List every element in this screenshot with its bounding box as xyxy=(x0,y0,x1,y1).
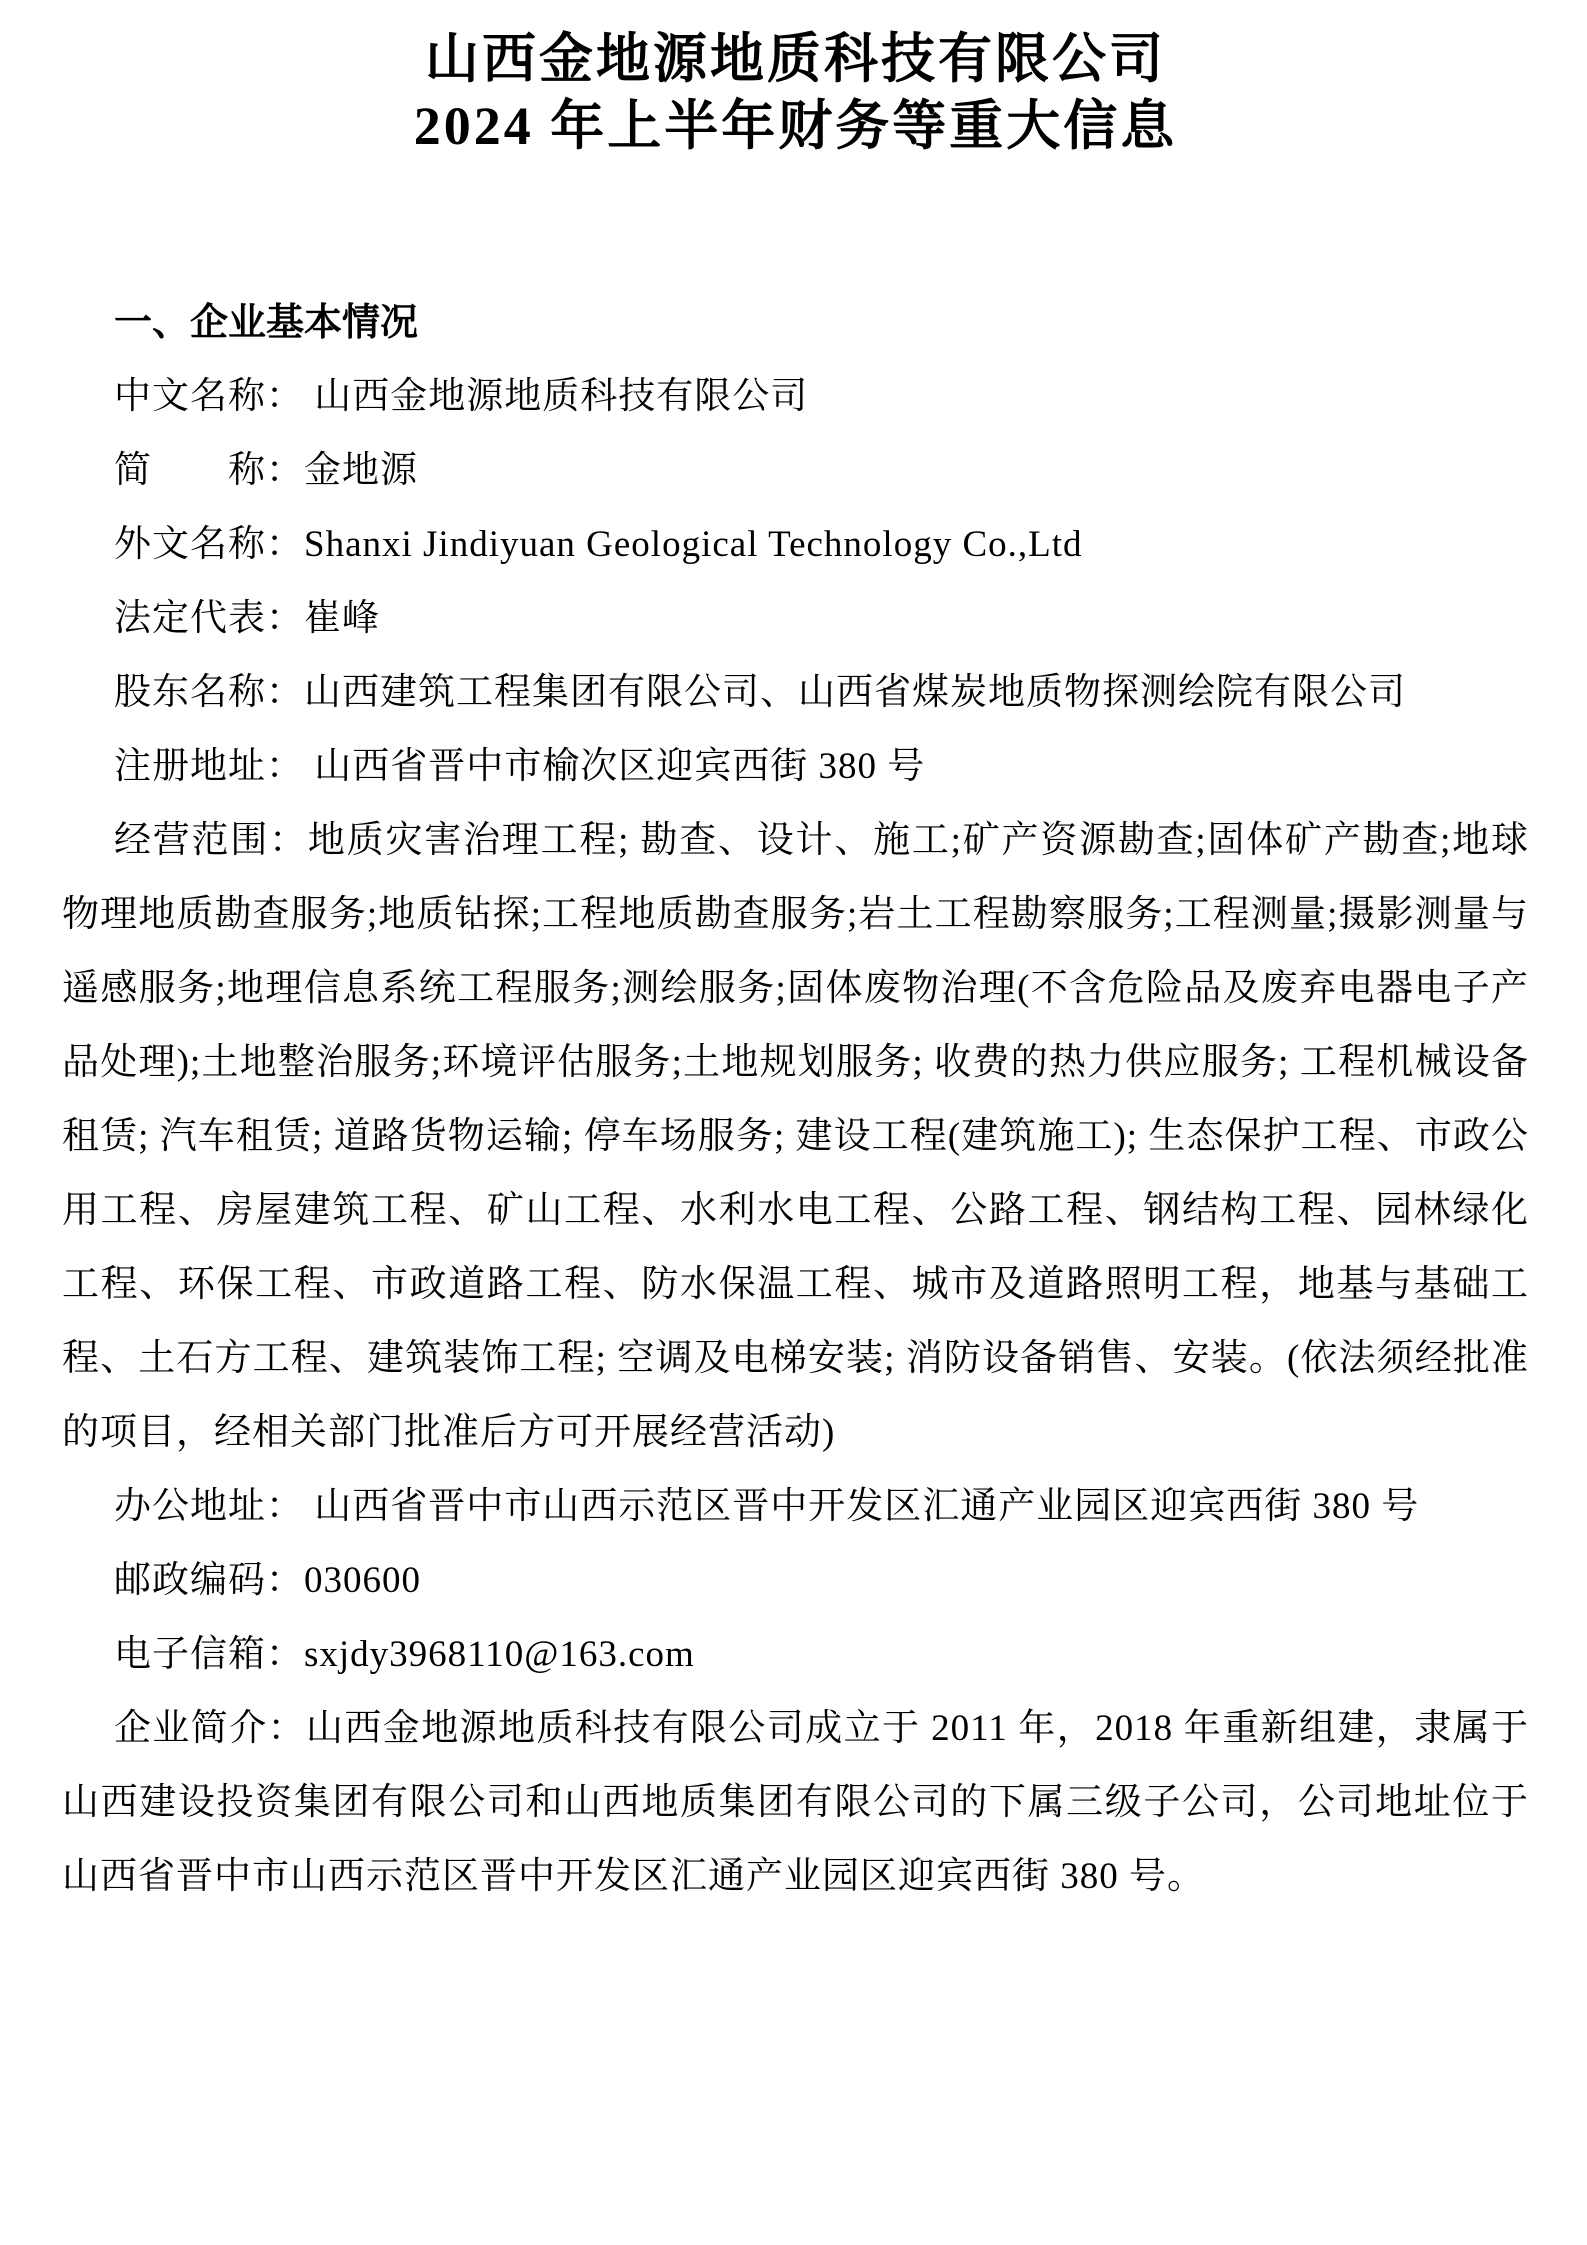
paragraph-business-scope: 经营范围：地质灾害治理工程; 勘查、设计、施工;矿产资源勘查;固体矿产勘查;地球物理地质勘查服务;地质钻探;工程地质勘查服务;岩土工程勘察服务;工程测量;摄影测量与遥感服务;地理信息系统工程服务;测绘服务;固体废物治理(不含危险品及废弃电器电子产品处理);土地整治服务;环境评估服务;土地规划服务; 收费的热力供应服务; 工程机械设备租赁; 汽车租赁; 道路货物运输; 停车场服务; 建设工程(建筑施工); 生态保护工程、市政公用工程、房屋建筑工程、矿山工程、水利水电工程、公路工程、钢结构工程、园林绿化工程、环保工程、市政道路工程、防水保温工程、城市及道路照明工程，地基与基础工程、土石方工程、建筑装饰工程; 空调及电梯安装; 消防设备销售、安装。(依法须经批准的项目，经相关部门批准后方可开展经营活动) xyxy=(62,820,1529,1453)
paragraph-email: 电子信箱：sxjdy3968110@163.com xyxy=(114,1634,695,1675)
paragraph-registered-address: 注册地址： 山西省晋中市榆次区迎宾西街 380 号 xyxy=(114,746,926,787)
document-title xyxy=(62,26,1529,160)
paragraph-postal-code: 邮政编码：030600 xyxy=(114,1560,421,1601)
paragraph-short-name: 简 称：金地源 xyxy=(114,450,418,491)
document-body xyxy=(62,286,1529,1914)
section-heading-basic-info: 一、企业基本情况 xyxy=(114,302,419,344)
paragraph-office-address: 办公地址： 山西省晋中市山西示范区晋中开发区汇通产业园区迎宾西街 380 号 xyxy=(114,1486,1420,1527)
paragraph-legal-representative: 法定代表：崔峰 xyxy=(114,598,380,639)
document-title-line-1: 山西金地源地质科技有限公司 xyxy=(425,29,1166,89)
paragraph-shareholders: 股东名称：山西建筑工程集团有限公司、山西省煤炭地质物探测绘院有限公司 xyxy=(114,672,1406,713)
paragraph-company-profile: 企业简介：山西金地源地质科技有限公司成立于 2011 年，2018 年重新组建，隶属于山西建设投资集团有限公司和山西地质集团有限公司的下属三级子公司，公司地址位于山西省晋中市山西示范区晋中开发区汇通产业园区迎宾西街 380 号。 xyxy=(62,1708,1529,1897)
paragraph-company-name-en: 外文名称：Shanxi Jindiyuan Geological Technology Co.,Ltd xyxy=(114,524,1083,565)
paragraph-company-name-cn: 中文名称： 山西金地源地质科技有限公司 xyxy=(114,376,809,417)
document-title-line-2: 2024 年上半年财务等重大信息 xyxy=(413,96,1178,156)
